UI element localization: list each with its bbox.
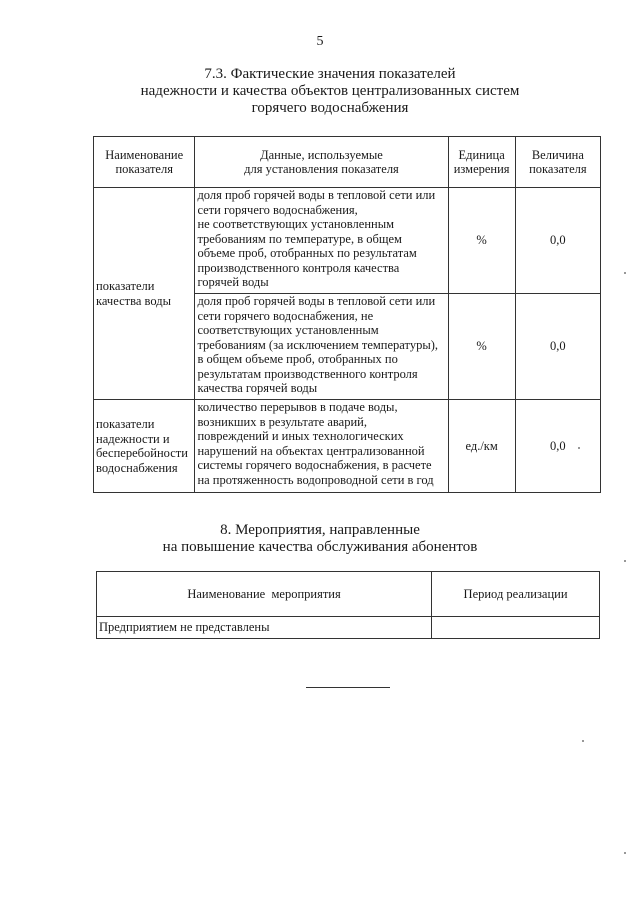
header-indicator-name: Наименование показателя bbox=[94, 137, 195, 188]
indicator-unit: % bbox=[448, 294, 515, 400]
scan-speck bbox=[582, 740, 584, 742]
indicator-data: количество перерывов в подаче воды, возникших в результате аварий, повреждений и иных технологических нарушений на объектах централизованной системы горячего водоснабжения, в расчете на протяженность водопроводной сети в год bbox=[195, 400, 448, 493]
header-period: Период реализации bbox=[432, 572, 600, 617]
measures-table bbox=[96, 571, 600, 639]
indicator-name-water-quality: показатели качества воды bbox=[94, 188, 195, 400]
scan-speck bbox=[624, 272, 626, 274]
title-line: на повышение качества обслуживания абонентов bbox=[162, 539, 478, 555]
scan-speck bbox=[578, 447, 580, 449]
table-row bbox=[97, 617, 600, 639]
indicator-unit: % bbox=[448, 188, 515, 294]
scan-speck bbox=[624, 560, 626, 562]
end-rule bbox=[306, 687, 390, 688]
indicator-value: 0,0 bbox=[515, 294, 600, 400]
indicator-value: 0,0 bbox=[515, 400, 600, 493]
header-value: Величина показателя bbox=[515, 137, 600, 188]
section-7-3-title bbox=[0, 66, 640, 117]
title-line: надежности и качества объектов централизованных систем bbox=[140, 83, 520, 99]
header-data-used: Данные, используемые для установления показателя bbox=[195, 137, 448, 188]
indicator-unit: ед./км bbox=[448, 400, 515, 493]
indicator-data: доля проб горячей воды в тепловой сети или сети горячего водоснабжения, не соответствующих установленным требованиям (за исключением температуры), в общем объеме проб, отобранных по результатам производственного контроля качества горячей воды bbox=[195, 294, 448, 400]
title-line: 8. Мероприятия, направленные bbox=[220, 522, 420, 538]
title-line: 7.3. Фактические значения показателей bbox=[204, 66, 456, 82]
indicator-value: 0,0 bbox=[515, 188, 600, 294]
section-8-title bbox=[0, 522, 640, 556]
page-number: 5 bbox=[316, 34, 324, 49]
table-header-row bbox=[94, 137, 601, 188]
table-row bbox=[94, 188, 601, 294]
indicators-table bbox=[93, 136, 601, 493]
measure-name: Предприятием не представлены bbox=[97, 617, 432, 639]
table-header-row bbox=[97, 572, 600, 617]
indicator-data: доля проб горячей воды в тепловой сети или сети горячего водоснабжения, не соответствующих установленным требованиям по температуре, в общем объеме проб, отобранных по результатам производственного контроля качества горячей воды bbox=[195, 188, 448, 294]
indicator-name-reliability: показатели надежности и бесперебойности водоснабжения bbox=[94, 400, 195, 493]
scan-speck bbox=[624, 852, 626, 854]
header-measure-name: Наименование мероприятия bbox=[97, 572, 432, 617]
table-row bbox=[94, 400, 601, 493]
header-unit: Единица измерения bbox=[448, 137, 515, 188]
title-line: горячего водоснабжения bbox=[251, 100, 409, 116]
measure-period bbox=[432, 617, 600, 639]
